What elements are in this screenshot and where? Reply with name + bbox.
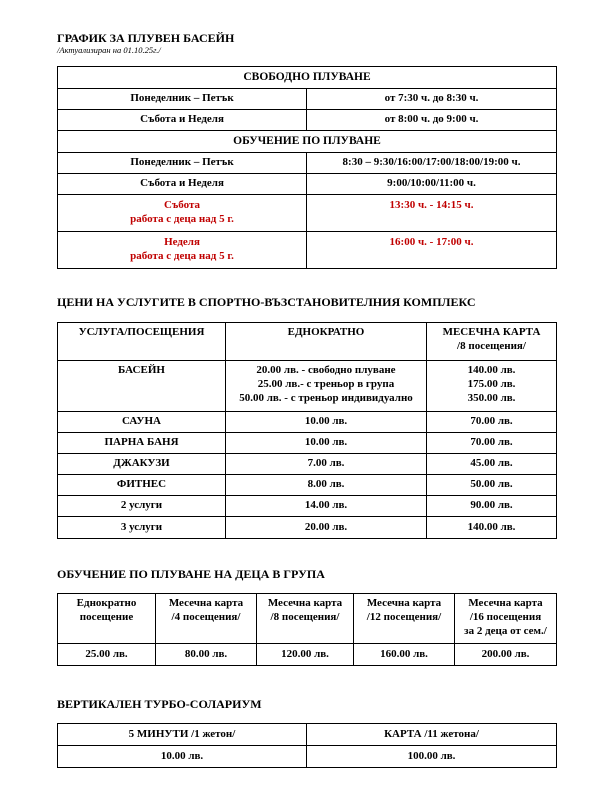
kids-price: 120.00 лв.	[257, 644, 354, 666]
pool-price-line: 50.00 лв. - с треньор индивидуално	[239, 391, 413, 404]
pool-monthly-line: 350.00 лв.	[467, 391, 516, 404]
prices-header-single: ЕДНОКРАТНО	[226, 323, 427, 361]
kids-price: 200.00 лв.	[455, 644, 557, 666]
pool-monthly-prices	[427, 361, 557, 412]
service-monthly: 90.00 лв.	[427, 496, 557, 517]
service-single: 10.00 лв.	[226, 412, 427, 433]
header-line: Месечна карта	[366, 597, 442, 609]
kids-day: Неделя	[164, 236, 200, 249]
service-name: ФИТНЕС	[58, 475, 226, 496]
service-single: 10.00 лв.	[226, 433, 427, 454]
service-single: 14.00 лв.	[226, 496, 427, 517]
service-name: САУНА	[58, 412, 226, 433]
header-line: /12 посещения/	[366, 610, 442, 623]
service-monthly: 140.00 лв.	[427, 517, 557, 539]
pool-name: БАСЕЙН	[58, 361, 226, 412]
prices-header-service: УСЛУГА/ПОСЕЩЕНИЯ	[58, 323, 226, 361]
schedule-days: Събота и Неделя	[58, 110, 307, 131]
kids-header-12	[354, 594, 455, 644]
page-title: ГРАФИК ЗА ПЛУВЕН БАСЕЙН	[57, 31, 235, 45]
service-monthly: 45.00 лв.	[427, 454, 557, 475]
header-line: Еднократно	[76, 597, 137, 609]
pool-single-prices	[226, 361, 427, 412]
kids-price: 25.00 лв.	[58, 644, 156, 666]
kids-header-8	[257, 594, 354, 644]
kids-day: Събота	[163, 199, 201, 212]
schedule-time: 8:30 – 9:30/16:00/17:00/18:00/19:00 ч.	[307, 153, 557, 174]
free-swimming-title: СВОБОДНО ПЛУВАНЕ	[58, 67, 557, 89]
kids-price: 80.00 лв.	[156, 644, 257, 666]
monthly-visits-label: /8 посещения/	[457, 339, 526, 352]
header-line: Месечна карта	[468, 597, 543, 609]
kids-schedule-days	[58, 232, 307, 269]
prices-table	[57, 322, 557, 539]
prices-title: ЦЕНИ НА УСЛУГИТЕ В СПОРТНО-ВЪЗСТАНОВИТЕЛНИЯ КОМПЛЕКС	[57, 295, 476, 309]
solarium-price: 100.00 лв.	[307, 746, 557, 768]
schedule-days: Понеделник – Петък	[58, 153, 307, 174]
service-single: 8.00 лв.	[226, 475, 427, 496]
kids-note: работа с деца над 5 г.	[130, 213, 234, 225]
page-subtitle: /Актуализиран на 01.10.25г./	[57, 45, 161, 55]
kids-header-4	[156, 594, 257, 644]
kids-header-single	[58, 594, 156, 644]
solarium-header-card: КАРТА /11 жетона/	[307, 724, 557, 746]
service-monthly: 50.00 лв.	[427, 475, 557, 496]
kids-schedule-time: 16:00 ч. - 17:00 ч.	[307, 232, 557, 269]
header-line: Месечна карта	[267, 597, 343, 609]
kids-group-title: ОБУЧЕНИЕ ПО ПЛУВАНЕ НА ДЕЦА В ГРУПА	[57, 567, 325, 581]
service-single: 7.00 лв.	[226, 454, 427, 475]
kids-price: 160.00 лв.	[354, 644, 455, 666]
header-line: за 2 деца от сем./	[464, 624, 547, 637]
swimming-training-title: ОБУЧЕНИЕ ПО ПЛУВАНЕ	[58, 131, 557, 153]
pool-monthly-line: 175.00 лв.	[467, 377, 516, 390]
kids-schedule-time: 13:30 ч. - 14:15 ч.	[307, 195, 557, 232]
service-name: 2 услуги	[58, 496, 226, 517]
schedule-time: 9:00/10:00/11:00 ч.	[307, 174, 557, 195]
solarium-table	[57, 723, 557, 768]
schedule-days: Понеделник – Петък	[58, 89, 307, 110]
schedule-time: от 8:00 ч. до 9:00 ч.	[307, 110, 557, 131]
kids-note: работа с деца над 5 г.	[130, 250, 234, 262]
monthly-card-label: МЕСЕЧНА КАРТА	[442, 326, 541, 338]
solarium-header-5min: 5 МИНУТИ /1 жетон/	[58, 724, 307, 746]
header-line: /4 посещения/	[171, 610, 241, 623]
solarium-price: 10.00 лв.	[58, 746, 307, 768]
kids-schedule-days	[58, 195, 307, 232]
schedule-days: Събота и Неделя	[58, 174, 307, 195]
kids-group-table	[57, 593, 557, 666]
pool-price-line: 20.00 лв. - свободно плуване	[256, 364, 396, 376]
service-name: 3 услуги	[58, 517, 226, 539]
solarium-title: ВЕРТИКАЛЕН ТУРБО-СОЛАРИУМ	[57, 697, 262, 711]
schedule-time: от 7:30 ч. до 8:30 ч.	[307, 89, 557, 110]
service-name: ДЖАКУЗИ	[58, 454, 226, 475]
service-single: 20.00 лв.	[226, 517, 427, 539]
header-line: Месечна карта	[168, 597, 244, 609]
header-line: посещение	[79, 610, 134, 623]
service-monthly: 70.00 лв.	[427, 433, 557, 454]
schedule-table	[57, 66, 557, 269]
service-name: ПАРНА БАНЯ	[58, 433, 226, 454]
service-monthly: 70.00 лв.	[427, 412, 557, 433]
kids-header-16	[455, 594, 557, 644]
pool-price-line: 25.00 лв.- с треньор в група	[257, 377, 395, 390]
header-line: /8 посещения/	[270, 610, 340, 623]
header-line: /16 посещения	[469, 610, 542, 623]
prices-header-monthly	[427, 323, 557, 361]
pool-monthly-line: 140.00 лв.	[467, 364, 516, 376]
